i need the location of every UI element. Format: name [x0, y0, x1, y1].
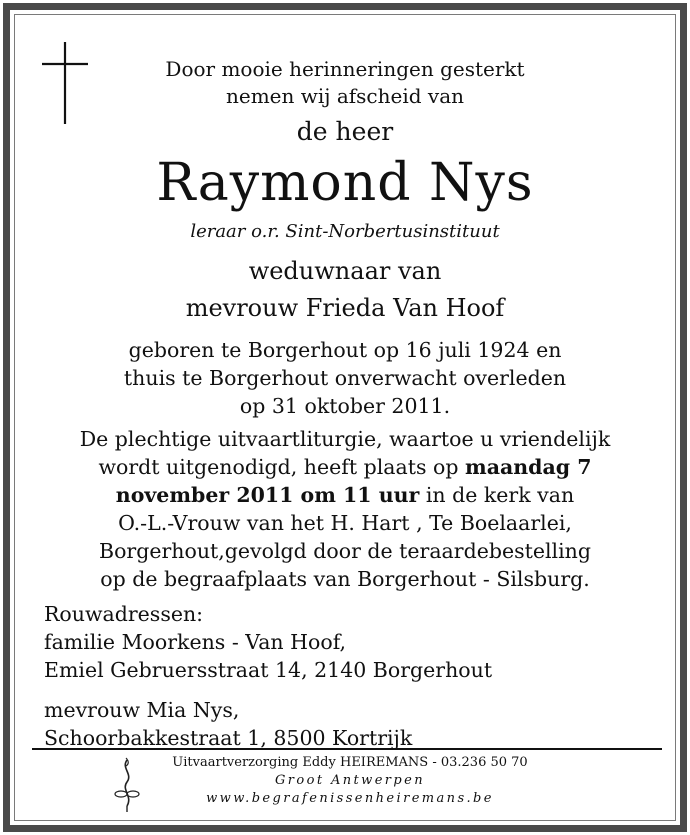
- footer-divider: [32, 748, 662, 750]
- address-1-street: Emiel Gebruersstraat 14, 2140 Borgerhout: [44, 658, 493, 682]
- intro-line-2: nemen wij afscheid van: [226, 84, 464, 108]
- ceremony-line-3: [20, 481, 670, 509]
- funeral-home-region: Groot Antwerpen: [274, 773, 426, 788]
- birth-line-1: geboren te Borgerhout op 16 juli 1924 en: [128, 338, 562, 362]
- mourning-addresses: [44, 600, 492, 752]
- widow-line-1: weduwnaar van: [248, 257, 442, 285]
- funeral-home-name: Uitvaartverzorging Eddy HEIREMANS - 03.236 50 70: [172, 755, 528, 770]
- address-2-street: Schoorbakkestraat 1, 8500 Kortrijk: [44, 726, 413, 750]
- birth-line-3: op 31 oktober 2011.: [239, 394, 451, 418]
- ceremony-text: [20, 425, 670, 593]
- ceremony-time-bold: november 2011 om 11 uur: [115, 483, 420, 507]
- deceased-name: Raymond Nys: [156, 153, 534, 213]
- address-1-name: familie Moorkens - Van Hoof,: [44, 630, 347, 654]
- ceremony-line-2-text: wordt uitgenodigd, heeft plaats op: [98, 455, 465, 479]
- ceremony-line-6: op de begraafplaats van Borgerhout - Silsburg.: [100, 567, 590, 591]
- ceremony-line-4: O.-L.-Vrouw van het H. Hart , Te Boelaarlei,: [118, 511, 572, 535]
- occupation: leraar o.r. Sint-Norbertusinstituut: [190, 221, 500, 242]
- ceremony-date-bold: maandag 7: [465, 455, 592, 479]
- funeral-home-logo-icon: [112, 754, 142, 814]
- widow-text: [20, 253, 670, 327]
- ceremony-line-5: Borgerhout,gevolgd door de teraardebestelling: [99, 539, 591, 563]
- intro-line-1: Door mooie herinneringen gesterkt: [165, 57, 525, 81]
- address-2-name: mevrouw Mia Nys,: [44, 698, 240, 722]
- addresses-heading: Rouwadressen:: [44, 602, 204, 626]
- ceremony-line-3-text: in de kerk van: [419, 483, 575, 507]
- funeral-home-website: www.begrafenissenheiremans.be: [206, 791, 494, 806]
- funeral-home-info: [150, 754, 550, 808]
- intro-text: [20, 56, 670, 110]
- ceremony-line-2: [20, 453, 670, 481]
- address-spacer: [44, 684, 492, 696]
- widow-line-2: mevrouw Frieda Van Hoof: [185, 294, 505, 322]
- title-prefix: de heer: [296, 117, 394, 146]
- ceremony-line-1: De plechtige uitvaartliturgie, waartoe u vriendelijk: [79, 427, 611, 451]
- birth-death-text: [20, 336, 670, 420]
- birth-line-2: thuis te Borgerhout onverwacht overleden: [123, 366, 567, 390]
